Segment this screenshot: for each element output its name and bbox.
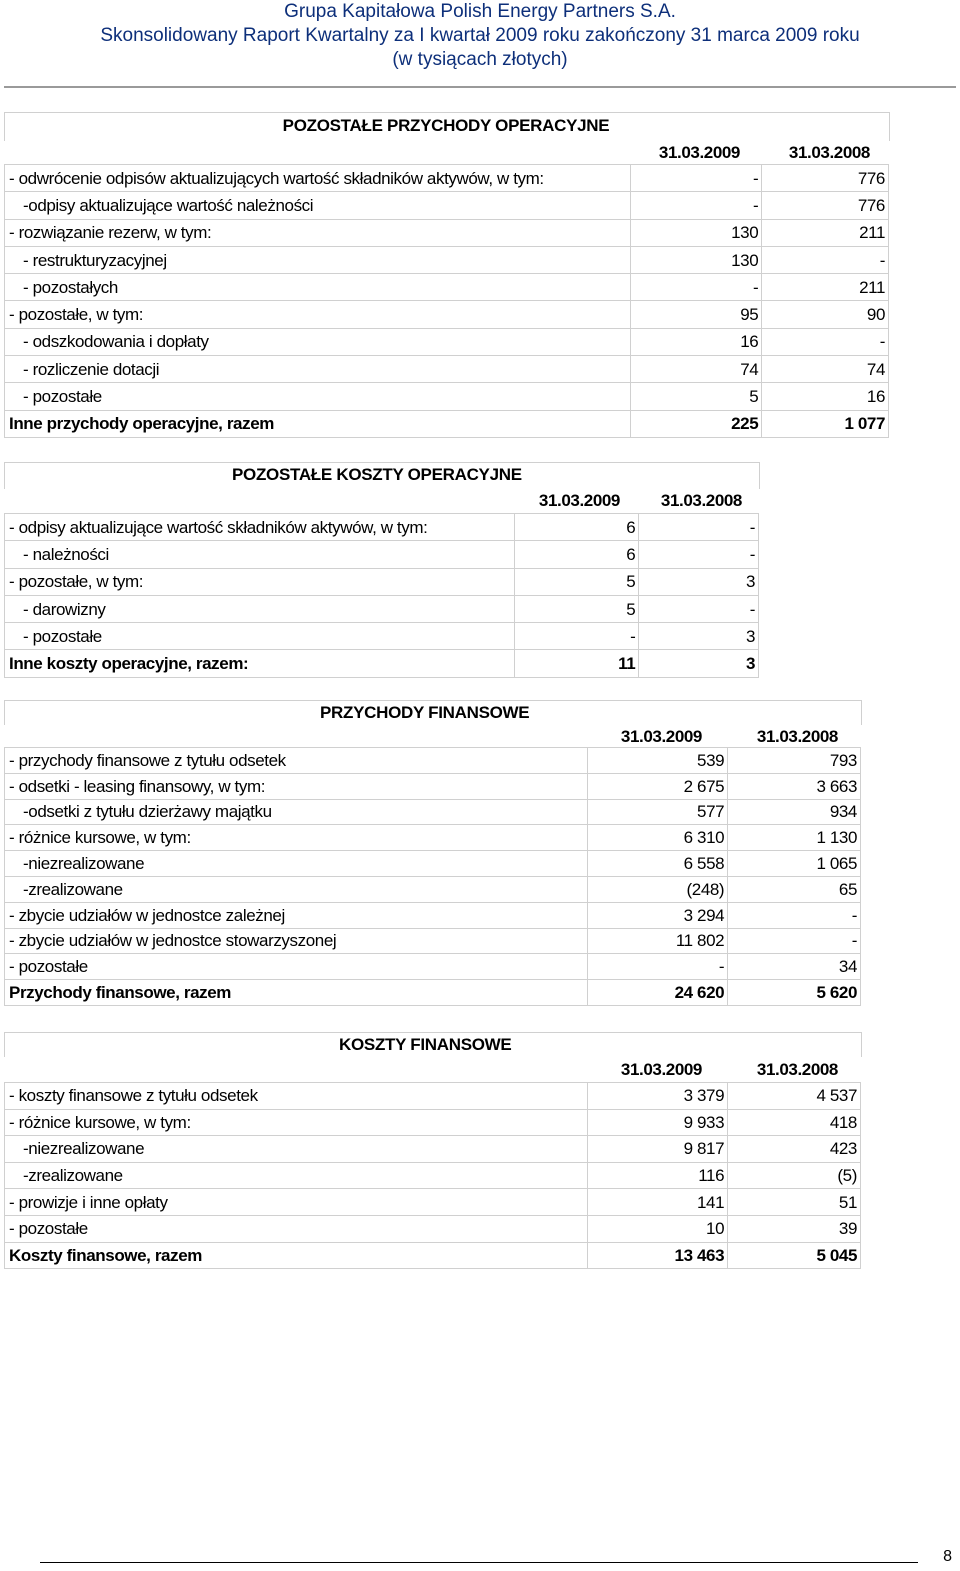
row-label: - odsetki - leasing finansowy, w tym: bbox=[5, 773, 588, 799]
value-2008: 776 bbox=[762, 192, 889, 219]
table-row bbox=[5, 1162, 861, 1189]
value-2009: 6 bbox=[514, 514, 639, 541]
other-operating-costs-table bbox=[4, 513, 759, 678]
financial-costs-table bbox=[4, 1082, 861, 1269]
row-label: - koszty finansowe z tytułu odsetek bbox=[5, 1083, 588, 1110]
row-label: - odwrócenie odpisów aktualizujących wartość składników aktywów, w tym: bbox=[5, 165, 631, 192]
value-2009: 11 bbox=[514, 650, 639, 677]
table-row bbox=[5, 825, 861, 851]
table-row bbox=[5, 356, 889, 383]
value-2008: - bbox=[762, 328, 889, 355]
value-2009: 2 675 bbox=[588, 773, 728, 799]
value-2008: 211 bbox=[762, 219, 889, 246]
value-2009: 6 310 bbox=[588, 825, 728, 851]
value-2009: 16 bbox=[630, 328, 762, 355]
row-label: Koszty finansowe, razem bbox=[5, 1242, 588, 1269]
value-2008: 211 bbox=[762, 274, 889, 301]
currency-note: (w tysiącach złotych) bbox=[392, 49, 568, 70]
value-2008: 5 045 bbox=[728, 1242, 861, 1269]
value-2008: 423 bbox=[728, 1136, 861, 1163]
report-header bbox=[0, 0, 960, 72]
value-2008: 16 bbox=[762, 383, 889, 410]
value-2009: 577 bbox=[588, 799, 728, 825]
value-2008: 3 bbox=[639, 623, 759, 650]
row-label: - zbycie udziałów w jednostce stowarzyszonej bbox=[5, 928, 588, 954]
row-label: - pozostałe bbox=[5, 383, 631, 410]
table-row bbox=[5, 192, 889, 219]
column-header-2009: 31.03.2009 bbox=[658, 143, 740, 162]
table-row bbox=[5, 541, 759, 568]
table-row bbox=[5, 301, 889, 328]
column-header-2008: 31.03.2008 bbox=[756, 727, 838, 746]
value-2009: 5 bbox=[514, 595, 639, 622]
value-2009: 141 bbox=[588, 1189, 728, 1216]
value-2009: 3 294 bbox=[588, 902, 728, 928]
value-2009: 10 bbox=[588, 1215, 728, 1242]
value-2008: 3 bbox=[639, 650, 759, 677]
value-2008: 1 130 bbox=[728, 825, 861, 851]
value-2008: 3 bbox=[639, 568, 759, 595]
report-title: Skonsolidowany Raport Kwartalny za I kwartał 2009 roku zakończony 31 marca 2009 roku bbox=[100, 25, 860, 46]
section-title-other-operating-income: POZOSTAŁE PRZYCHODY OPERACYJNE bbox=[282, 116, 610, 135]
value-2009: 95 bbox=[630, 301, 762, 328]
row-label: - pozostałych bbox=[5, 274, 631, 301]
table-row bbox=[5, 773, 861, 799]
row-label: -odsetki z tytułu dzierżawy majątku bbox=[5, 799, 588, 825]
table-row bbox=[5, 514, 759, 541]
table-row bbox=[5, 1136, 861, 1163]
page-number: 8 bbox=[943, 1548, 952, 1565]
column-header-2008: 31.03.2008 bbox=[756, 1060, 838, 1079]
value-2008: 39 bbox=[728, 1215, 861, 1242]
value-2008: - bbox=[762, 246, 889, 273]
value-2008: 4 537 bbox=[728, 1083, 861, 1110]
value-2008: 3 663 bbox=[728, 773, 861, 799]
table-row bbox=[5, 595, 759, 622]
financial-income-table bbox=[4, 747, 861, 1006]
row-label: - rozliczenie dotacji bbox=[5, 356, 631, 383]
value-2009: 3 379 bbox=[588, 1083, 728, 1110]
column-header-2009: 31.03.2009 bbox=[620, 727, 702, 746]
row-label: - różnice kursowe, w tym: bbox=[5, 1109, 588, 1136]
row-label: - różnice kursowe, w tym: bbox=[5, 825, 588, 851]
value-2008: 1 077 bbox=[762, 410, 889, 437]
table-row bbox=[5, 1083, 861, 1110]
table-row bbox=[5, 1215, 861, 1242]
table-row bbox=[5, 928, 861, 954]
row-label: Inne przychody operacyjne, razem bbox=[5, 410, 631, 437]
value-2009: - bbox=[514, 623, 639, 650]
value-2008: 34 bbox=[728, 954, 861, 980]
row-label: - pozostałe bbox=[5, 623, 515, 650]
table-row bbox=[5, 902, 861, 928]
other-operating-income-table bbox=[4, 164, 889, 438]
section-title-financial-income: PRZYCHODY FINANSOWE bbox=[320, 703, 530, 722]
table-row bbox=[5, 1242, 861, 1269]
row-label: Przychody finansowe, razem bbox=[5, 980, 588, 1006]
table-row bbox=[5, 748, 861, 774]
footer-divider bbox=[40, 1562, 918, 1563]
value-2009: - bbox=[630, 165, 762, 192]
row-label: - pozostałe, w tym: bbox=[5, 301, 631, 328]
value-2009: 6 bbox=[514, 541, 639, 568]
row-label: - przychody finansowe z tytułu odsetek bbox=[5, 748, 588, 774]
row-label: Inne koszty operacyjne, razem: bbox=[5, 650, 515, 677]
row-label: - prowizje i inne opłaty bbox=[5, 1189, 588, 1216]
section-title-financial-costs: KOSZTY FINANSOWE bbox=[339, 1035, 512, 1054]
table-row bbox=[5, 274, 889, 301]
value-2008: - bbox=[728, 902, 861, 928]
row-label: -niezrealizowane bbox=[5, 851, 588, 877]
table-row bbox=[5, 410, 889, 437]
value-2009: 5 bbox=[630, 383, 762, 410]
row-label: - pozostałe, w tym: bbox=[5, 568, 515, 595]
value-2008: 65 bbox=[728, 876, 861, 902]
table-row bbox=[5, 980, 861, 1006]
company-name: Grupa Kapitałowa Polish Energy Partners S.A. bbox=[284, 1, 676, 22]
value-2009: 13 463 bbox=[588, 1242, 728, 1269]
row-label: - należności bbox=[5, 541, 515, 568]
row-label: - darowizny bbox=[5, 595, 515, 622]
value-2008: - bbox=[639, 514, 759, 541]
value-2009: 9 933 bbox=[588, 1109, 728, 1136]
value-2009: 11 802 bbox=[588, 928, 728, 954]
table-row bbox=[5, 568, 759, 595]
value-2008: 793 bbox=[728, 748, 861, 774]
row-label: - pozostałe bbox=[5, 954, 588, 980]
row-label: - restrukturyzacyjnej bbox=[5, 246, 631, 273]
value-2009: 130 bbox=[630, 246, 762, 273]
table-row bbox=[5, 851, 861, 877]
table-row bbox=[5, 328, 889, 355]
value-2009: 5 bbox=[514, 568, 639, 595]
value-2008: 51 bbox=[728, 1189, 861, 1216]
column-header-2008: 31.03.2008 bbox=[660, 491, 742, 510]
value-2009: 225 bbox=[630, 410, 762, 437]
value-2008: - bbox=[639, 541, 759, 568]
header-divider bbox=[4, 86, 956, 88]
row-label: - rozwiązanie rezerw, w tym: bbox=[5, 219, 631, 246]
row-label: -niezrealizowane bbox=[5, 1136, 588, 1163]
column-header-2009: 31.03.2009 bbox=[538, 491, 620, 510]
table-row bbox=[5, 876, 861, 902]
value-2008: - bbox=[728, 928, 861, 954]
value-2008: 934 bbox=[728, 799, 861, 825]
value-2008: 5 620 bbox=[728, 980, 861, 1006]
row-label: -zrealizowane bbox=[5, 876, 588, 902]
value-2008: (5) bbox=[728, 1162, 861, 1189]
table-row bbox=[5, 623, 759, 650]
table-row bbox=[5, 246, 889, 273]
table-row bbox=[5, 650, 759, 677]
value-2009: 9 817 bbox=[588, 1136, 728, 1163]
value-2008: - bbox=[639, 595, 759, 622]
value-2009: 6 558 bbox=[588, 851, 728, 877]
value-2008: 776 bbox=[762, 165, 889, 192]
value-2009: - bbox=[588, 954, 728, 980]
value-2009: - bbox=[630, 274, 762, 301]
value-2009: 24 620 bbox=[588, 980, 728, 1006]
value-2009: 539 bbox=[588, 748, 728, 774]
value-2008: 1 065 bbox=[728, 851, 861, 877]
value-2008: 418 bbox=[728, 1109, 861, 1136]
row-label: - odpisy aktualizujące wartość składników aktywów, w tym: bbox=[5, 514, 515, 541]
table-row bbox=[5, 954, 861, 980]
row-label: - pozostałe bbox=[5, 1215, 588, 1242]
table-row bbox=[5, 1109, 861, 1136]
row-label: -zrealizowane bbox=[5, 1162, 588, 1189]
column-header-2009: 31.03.2009 bbox=[620, 1060, 702, 1079]
value-2009: - bbox=[630, 192, 762, 219]
table-row bbox=[5, 1189, 861, 1216]
table-row bbox=[5, 219, 889, 246]
value-2008: 90 bbox=[762, 301, 889, 328]
table-row bbox=[5, 383, 889, 410]
value-2008: 74 bbox=[762, 356, 889, 383]
row-label: - zbycie udziałów w jednostce zależnej bbox=[5, 902, 588, 928]
value-2009: 130 bbox=[630, 219, 762, 246]
value-2009: 116 bbox=[588, 1162, 728, 1189]
value-2009: (248) bbox=[588, 876, 728, 902]
value-2009: 74 bbox=[630, 356, 762, 383]
column-header-2008: 31.03.2008 bbox=[788, 143, 870, 162]
section-title-other-operating-costs: POZOSTAŁE KOSZTY OPERACYJNE bbox=[232, 465, 522, 484]
row-label: -odpisy aktualizujące wartość należności bbox=[5, 192, 631, 219]
table-row bbox=[5, 799, 861, 825]
table-row bbox=[5, 165, 889, 192]
row-label: - odszkodowania i dopłaty bbox=[5, 328, 631, 355]
